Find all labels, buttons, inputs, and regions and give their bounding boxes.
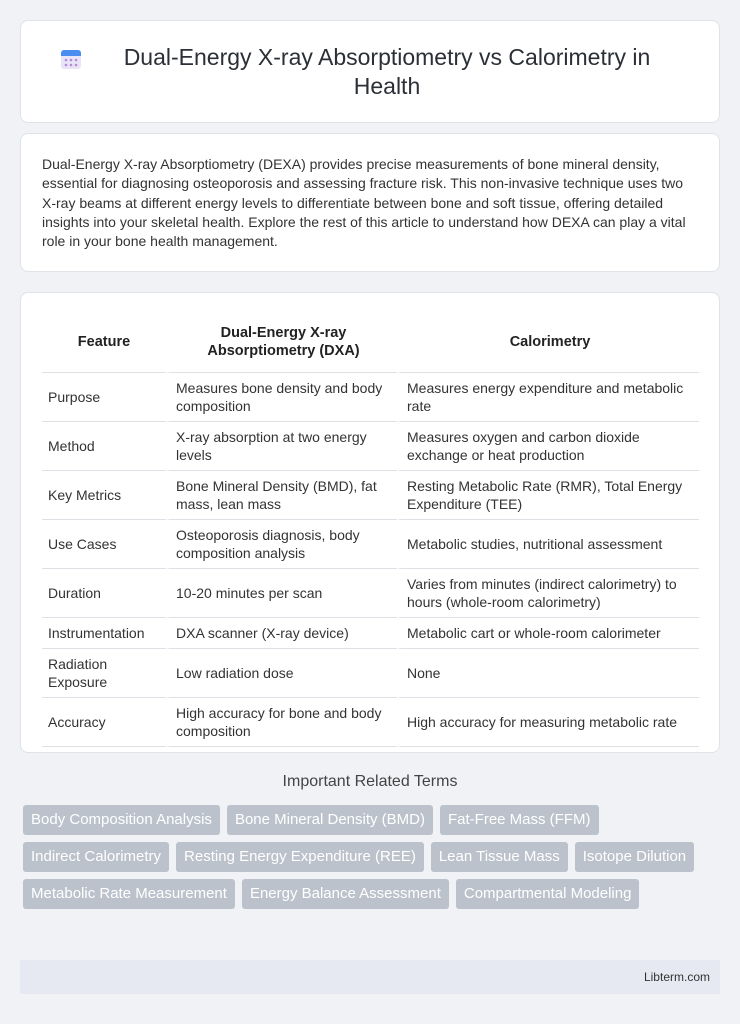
table-cell: X-ray absorption at two energy levels (166, 422, 397, 471)
table-cell: Measures bone density and body composition (166, 373, 397, 422)
table-cell: 10-20 minutes per scan (166, 569, 397, 618)
table-row (42, 373, 699, 422)
related-term-tag[interactable]: Resting Energy Expenditure (REE) (176, 842, 424, 872)
related-term-tag[interactable]: Metabolic Rate Measurement (23, 879, 235, 909)
table-header-row (42, 311, 699, 373)
related-term-tag[interactable]: Energy Balance Assessment (242, 879, 449, 909)
table-row (42, 422, 699, 471)
table-row (42, 618, 699, 649)
header-card (20, 20, 720, 123)
related-term-tag[interactable]: Body Composition Analysis (23, 805, 220, 835)
table-cell: Accuracy (42, 698, 166, 747)
page-title: Dual-Energy X-ray Absorptiometry vs Calorimetry in Health (123, 43, 651, 99)
related-terms-list (23, 805, 703, 909)
intro-card (20, 133, 720, 272)
table-cell: Instrumentation (42, 618, 166, 649)
table-cell: Low radiation dose (166, 649, 397, 698)
comparison-table (42, 311, 699, 747)
table-cell: Metabolic studies, nutritional assessment (397, 520, 699, 569)
table-cell: High accuracy for bone and body composition (166, 698, 397, 747)
related-terms-title: Important Related Terms (282, 773, 458, 790)
table-cell: None (397, 649, 699, 698)
table-cell: Radiation Exposure (42, 649, 166, 698)
header-feature: Feature (42, 311, 166, 373)
header-calorimetry: Calorimetry (397, 311, 699, 373)
related-term-tag[interactable]: Isotope Dilution (575, 842, 694, 872)
table-cell: Measures oxygen and carbon dioxide exchange or heat production (397, 422, 699, 471)
table-row (42, 471, 699, 520)
table-cell: Osteoporosis diagnosis, body composition analysis (166, 520, 397, 569)
table-cell: Duration (42, 569, 166, 618)
table-cell: DXA scanner (X-ray device) (166, 618, 397, 649)
header-dxa: Dual-Energy X-ray Absorptiometry (DXA) (166, 311, 397, 373)
table-row (42, 520, 699, 569)
table-cell: Purpose (42, 373, 166, 422)
table-row (42, 698, 699, 747)
related-term-tag[interactable]: Bone Mineral Density (BMD) (227, 805, 433, 835)
intro-paragraph: Dual-Energy X-ray Absorptiometry (DEXA) provides precise measurements of bone mineral density, essential for diagnosing osteoporosis and assessing fracture risk. This non-invasive technique uses two X-ray beams at different energy levels to differentiate between bone and soft tissue, offering detailed insights into your skeletal health. Explore the rest of this article to understand how DEXA can play a vital role in your bone health management. (42, 156, 686, 250)
footer (20, 960, 720, 994)
table-cell: High accuracy for measuring metabolic rate (397, 698, 699, 747)
related-term-tag[interactable]: Lean Tissue Mass (431, 842, 568, 872)
table-row (42, 649, 699, 698)
related-term-tag[interactable]: Fat-Free Mass (FFM) (440, 805, 599, 835)
table-cell: Use Cases (42, 520, 166, 569)
table-cell: Varies from minutes (indirect calorimetry) to hours (whole-room calorimetry) (397, 569, 699, 618)
table-cell: Method (42, 422, 166, 471)
table-cell: Key Metrics (42, 471, 166, 520)
related-term-tag[interactable]: Compartmental Modeling (456, 879, 640, 909)
table-cell: Metabolic cart or whole-room calorimeter (397, 618, 699, 649)
related-term-tag[interactable]: Indirect Calorimetry (23, 842, 169, 872)
footer-site-link[interactable]: Libterm.com (643, 970, 710, 984)
table-cell: Resting Metabolic Rate (RMR), Total Energy Expenditure (TEE) (397, 471, 699, 520)
table-cell: Measures energy expenditure and metabolic rate (397, 373, 699, 422)
comparison-card (20, 292, 720, 753)
table-cell: Bone Mineral Density (BMD), fat mass, lean mass (166, 471, 397, 520)
table-row (42, 569, 699, 618)
